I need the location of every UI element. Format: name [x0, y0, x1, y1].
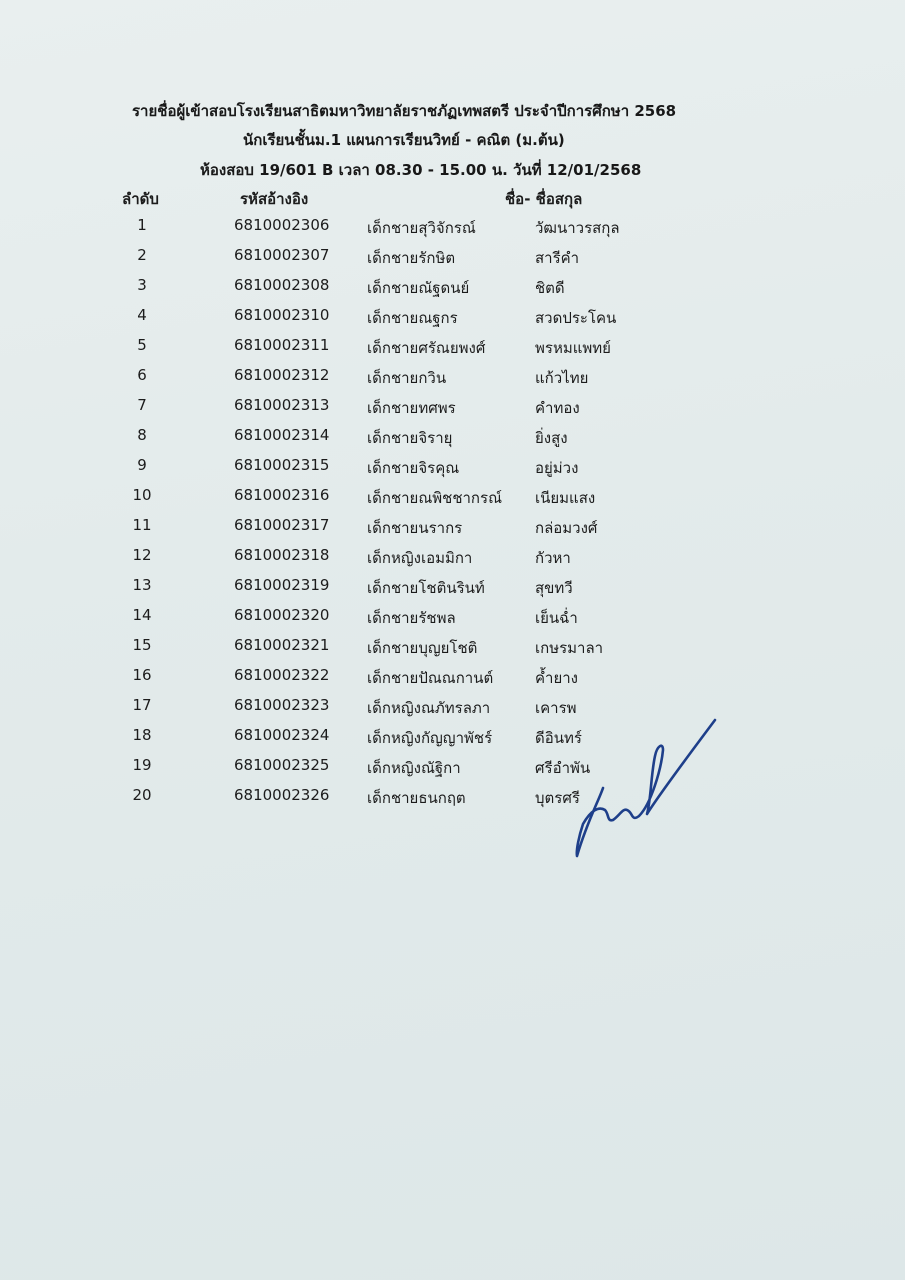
reference-code: 6810002319 [234, 576, 330, 594]
table-row [0, 606, 905, 636]
row-number: 10 [132, 486, 152, 504]
signature [565, 710, 725, 870]
table-row [0, 486, 905, 516]
row-number: 12 [132, 546, 152, 564]
reference-code: 6810002316 [234, 486, 330, 504]
student-first-name: เด็กชายณัฐดนย์ [367, 279, 470, 297]
table-row [0, 786, 905, 816]
student-last-name: คำทอง [535, 399, 580, 417]
student-first-name: เด็กหญิงณภัทรลภา [367, 699, 491, 717]
student-last-name: วัฒนาวรสกุล [535, 219, 620, 237]
reference-code: 6810002314 [234, 426, 330, 444]
reference-code: 6810002324 [234, 726, 330, 744]
table-row [0, 396, 905, 426]
table-row [0, 426, 905, 456]
signature-stroke [577, 720, 715, 856]
column-header-reference-code: รหัสอ้างอิง [240, 190, 309, 208]
table-row [0, 336, 905, 366]
table-row [0, 516, 905, 546]
row-number: 5 [137, 336, 147, 354]
student-first-name: เด็กชายธนกฤต [367, 789, 466, 807]
row-number: 11 [132, 516, 152, 534]
reference-code: 6810002326 [234, 786, 330, 804]
student-last-name: อยู่ม่วง [535, 459, 579, 477]
student-first-name: เด็กชายจิรายุ [367, 429, 453, 447]
exam-room-info: ห้องสอบ 19/601 B เวลา 08.30 - 15.00 น. วันที่ 12/01/2568 [200, 161, 642, 179]
student-first-name: เด็กชายนรากร [367, 519, 463, 537]
student-last-name: ค้ำยาง [535, 669, 578, 687]
reference-code: 6810002311 [234, 336, 330, 354]
student-first-name: เด็กชายสุวิจักรณ์ [367, 219, 476, 237]
reference-code: 6810002307 [234, 246, 330, 264]
row-number: 13 [132, 576, 152, 594]
table-row [0, 366, 905, 396]
reference-code: 6810002320 [234, 606, 330, 624]
reference-code: 6810002306 [234, 216, 330, 234]
student-first-name: เด็กหญิงเอมมิกา [367, 549, 473, 567]
table-row [0, 696, 905, 726]
student-last-name: กัวหา [535, 549, 571, 567]
reference-code: 6810002321 [234, 636, 330, 654]
table-row [0, 756, 905, 786]
student-first-name: เด็กชายศรัณยพงศ์ [367, 339, 486, 357]
student-first-name: เด็กหญิงกัญญาพัชร์ [367, 729, 493, 747]
reference-code: 6810002318 [234, 546, 330, 564]
row-number: 7 [137, 396, 147, 414]
reference-code: 6810002325 [234, 756, 330, 774]
student-last-name: พรหมแพทย์ [535, 339, 611, 357]
table-row [0, 276, 905, 306]
table-row [0, 666, 905, 696]
reference-code: 6810002310 [234, 306, 330, 324]
table-row [0, 576, 905, 606]
table-row [0, 216, 905, 246]
row-number: 4 [137, 306, 147, 324]
table-row [0, 546, 905, 576]
table-row [0, 306, 905, 336]
reference-code: 6810002312 [234, 366, 330, 384]
document-subtitle: นักเรียนชั้นม.1 แผนการเรียนวิทย์ - คณิต (ม.ต้น) [243, 131, 565, 149]
student-last-name: สวดประโคน [535, 309, 617, 327]
row-number: 19 [132, 756, 152, 774]
row-number: 6 [137, 366, 147, 384]
student-last-name: เย็นฉ่ำ [535, 609, 578, 627]
column-header-number: ลำดับ [122, 190, 159, 208]
reference-code: 6810002317 [234, 516, 330, 534]
student-first-name: เด็กชายจิรคุณ [367, 459, 460, 477]
row-number: 18 [132, 726, 152, 744]
student-first-name: เด็กชายบุญยโชติ [367, 639, 478, 657]
reference-code: 6810002315 [234, 456, 330, 474]
reference-code: 6810002308 [234, 276, 330, 294]
student-last-name: เนียมแสง [535, 489, 596, 507]
student-last-name: สุขทวี [535, 579, 573, 597]
row-number: 16 [132, 666, 152, 684]
row-number: 9 [137, 456, 147, 474]
table-row [0, 636, 905, 666]
reference-code: 6810002322 [234, 666, 330, 684]
student-last-name: เกษรมาลา [535, 639, 604, 657]
student-last-name: เคารพ [535, 699, 577, 717]
student-last-name: ยิ่งสูง [535, 429, 568, 447]
reference-code: 6810002313 [234, 396, 330, 414]
row-number: 2 [137, 246, 147, 264]
student-first-name: เด็กชายณฐกร [367, 309, 458, 327]
row-number: 17 [132, 696, 152, 714]
student-first-name: เด็กชายรัชพล [367, 609, 456, 627]
student-last-name: ศรีอำพัน [535, 759, 591, 777]
student-last-name: บุตรศรี [535, 789, 580, 807]
student-first-name: เด็กชายรักษิต [367, 249, 456, 267]
student-first-name: เด็กหญิงณัฐิกา [367, 759, 461, 777]
row-number: 3 [137, 276, 147, 294]
student-first-name: เด็กชายโชตินรินท์ [367, 579, 485, 597]
row-number: 14 [132, 606, 152, 624]
student-last-name: ชิตดี [535, 279, 565, 297]
student-last-name: กล่อมวงศ์ [535, 519, 598, 537]
row-number: 15 [132, 636, 152, 654]
student-last-name: ดีอินทร์ [535, 729, 582, 747]
student-last-name: แก้วไทย [535, 369, 589, 387]
reference-code: 6810002323 [234, 696, 330, 714]
row-number: 20 [132, 786, 152, 804]
document-title: รายชื่อผู้เข้าสอบโรงเรียนสาธิตมหาวิทยาลัยราชภัฏเทพสตรี ประจำปีการศึกษา 2568 [132, 102, 677, 120]
student-first-name: เด็กชายกวิน [367, 369, 447, 387]
table-row [0, 726, 905, 756]
student-last-name: สารีคำ [535, 249, 580, 267]
table-row [0, 246, 905, 276]
student-first-name: เด็กชายณพิชชากรณ์ [367, 489, 502, 507]
student-first-name: เด็กชายทศพร [367, 399, 456, 417]
table-row [0, 456, 905, 486]
column-header-full-name: ชื่อ- ชื่อสกุล [505, 190, 583, 208]
row-number: 8 [137, 426, 147, 444]
student-first-name: เด็กชายปัณณกานต์ [367, 669, 494, 687]
row-number: 1 [137, 216, 147, 234]
